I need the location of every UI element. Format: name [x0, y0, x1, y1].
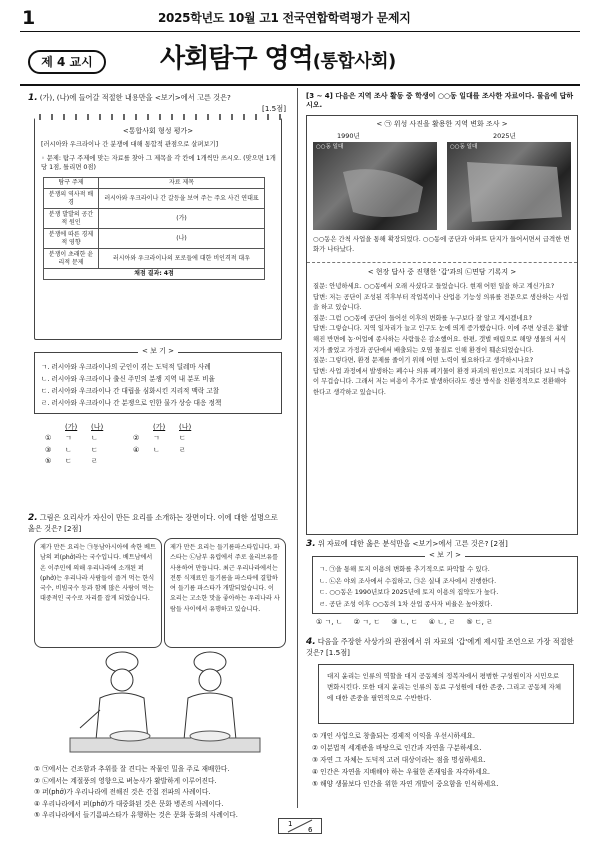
spiral-binding [35, 114, 281, 120]
chef-left [80, 652, 148, 740]
choice-item[interactable]: ⑤ 우리나라에서 들기름파스타가 유행하는 것은 문화 동화의 사례이다. [34, 811, 238, 820]
table-cell: 분쟁에 따른 경제적 영향 [44, 229, 99, 249]
bogi-item: ㄷ. ○○동은 1990년보다 2025년에 토지 이용의 집약도가 높다. [319, 588, 499, 596]
speech-bubble-right [164, 538, 286, 648]
bogi-item: ㄴ. 러시아와 우크라이나 출신 주민의 분쟁 지역 내 분포 비율 [41, 375, 215, 383]
choice-item[interactable]: ① 개인 사업으로 창출되는 경제적 이익을 우선시하세요. [312, 732, 475, 740]
choice-item[interactable]: ④ 인간은 자연을 지배해야 하는 우월한 존재임을 자각하세요. [312, 768, 491, 776]
year-label: 2025년 [493, 132, 516, 140]
coastline-2025 [447, 142, 571, 230]
table-cell: (나) [99, 229, 265, 249]
table-cell: 러시아와 우크라이나 간 갈등을 보여 주는 주요 사건 연대표 [99, 189, 265, 209]
bogi-item: ㄱ. 러시아와 우크라이나의 군인이 겪는 도덕적 딜레마 사례 [41, 363, 211, 371]
bogi-box [34, 347, 282, 414]
choice-head: (나) [91, 423, 104, 431]
interview-line: 질문: 그렇다면, 환경 문제를 줄이기 위해 어떤 노력이 필요하다고 생각하시나요? [313, 357, 534, 365]
bogi-list [319, 564, 573, 610]
quote-box [318, 664, 574, 724]
interview-line: 답변: 저는 공단이 조성된 직후부터 작업복이나 산업용 기능성 의류를 전문으로 생산하는 사업을 하고 있습니다. [313, 293, 569, 312]
interview-title: < 현장 답사 중 진행한 '갑'과의 ㉡면담 기록지 > [367, 268, 517, 276]
choice-item[interactable]: ④ 우리나라에서 퍼(phở)가 대중화된 것은 문화 병존의 사례이다. [34, 799, 224, 808]
page-indicator [278, 818, 322, 834]
satellite-photo-2025 [447, 142, 571, 230]
table-cell: 러시아와 우크라이나의 포로들에 대한 비인격적 대우 [99, 249, 265, 269]
speech-bubble-left [34, 538, 162, 648]
choice-row[interactable] [44, 433, 254, 444]
question-stem: 위 자료에 대한 옳은 분석만을 <보기>에서 고른 것은? [2점] [317, 539, 508, 548]
choice-item[interactable]: ③ 퍼(phở)가 우리나라에 전해진 것은 간접 전파의 사례이다. [34, 788, 211, 797]
question-1 [28, 92, 286, 114]
choice-row[interactable] [44, 445, 254, 456]
q4-choices [312, 730, 578, 790]
notebox-instruction: ◦ 문제: 탐구 주제에 맞는 자료를 찾아 그 제목을 각 칸에 1개씩만 쓰시오. (맞으면 1개당 1점, 틀리면 0점) [41, 155, 276, 171]
question-points: [1.5점] [262, 104, 286, 114]
bogi-item: ㄷ. 러시아와 우크라이나 간 대립을 심화시킨 지리적 맥락 고찰 [41, 387, 220, 395]
satellite-title: < ㉠ 위성 사진을 활용한 지역 변화 조사 > [376, 120, 508, 128]
choice-head: (가) [153, 423, 166, 431]
chef-illustration [60, 650, 270, 760]
table-header: 탐구 주제 [44, 178, 99, 189]
bubble-text: 제가 만든 요리는 들기름파스타입니다. 파스타는 ㉡남부 유럽에서 주로 올리브유를 사용하여 만듭니다. 최근 우리나라에서는 전통 식재료인 들기름을 파스타에 결합하여 들기름 파스타가 개발되었습니다. 이 요리는 고소한 맛을 좋아하는 우리나라 사람들 사이에서 유행하고 있습니다. [170, 544, 280, 613]
year-label: 1990년 [337, 132, 360, 140]
choice-cell: ㄱ [65, 434, 72, 443]
exam-title: 2025학년도 10월 고1 전국연합학력평가 문제지 [158, 11, 411, 25]
bogi-item: ㄱ. ㉠을 통해 토지 이용의 변화를 추기적으로 파악할 수 있다. [319, 565, 490, 573]
choice-cell: ㄷ [179, 434, 186, 443]
note-box [34, 118, 282, 340]
question-4 [306, 636, 578, 658]
subject-title [160, 42, 396, 77]
bogi-list [41, 361, 277, 409]
choice-marker[interactable]: ③ [45, 445, 52, 454]
photo-caption: ○○동은 간척 사업을 통해 확장되었다. ○○동에 공단과 아파트 단지가 들어서면서 급격한 변화가 나타났다. [313, 235, 570, 253]
question-stem: 그림은 요리사가 자신이 만든 요리를 소개하는 장면이다. 이에 대한 설명으로 옳은 것은? [2점] [28, 513, 278, 534]
notebox-title: <통합사회 형성 평가> [122, 127, 194, 135]
bubble-text: 제가 만든 요리는 ㉠동남아시아에 속한 베트남의 퍼(phở)라는 국수입니다. 베트남에서 온 이주민에 의해 우리나라에 소개된 퍼(phở)는 우리나라 사람들이 즐겨 먹는 한식 국수, 비빔국수 등과 함께 많은 사람이 먹는 대중적인 국수로 자리를 잡게 되었습니다. [40, 544, 156, 603]
header-rule [20, 31, 580, 32]
counter [70, 738, 260, 752]
question-3 [306, 538, 578, 550]
choice-cell: ㄷ [65, 457, 72, 466]
subject-name: 사회탐구 영역 [160, 44, 313, 74]
column-divider [297, 88, 298, 808]
question-2 [28, 512, 286, 534]
q34-intro: [3 ~ 4] 다음은 지역 조사 활동 중 학생이 ○○동 일대를 조사한 자료이다. 물음에 답하시오. [306, 92, 574, 110]
table-cell: 분쟁 발발의 공간적 원인 [44, 209, 99, 229]
table-cell: 분쟁이 초래한 윤리적 문제 [44, 249, 99, 269]
choice-item[interactable]: ③ 자연 그 자체는 도덕적 고려 대상이라는 점을 명심하세요. [312, 756, 486, 764]
choice-marker[interactable]: ⑤ [45, 457, 52, 466]
question-number: 4. [306, 637, 316, 647]
question-number: 2. [28, 513, 38, 523]
photo-label: ○○동 일대 [450, 144, 478, 150]
choice-cell: ㄴ [153, 445, 160, 454]
satellite-photo-1990 [313, 142, 437, 230]
choice-item[interactable]: ② 이분법적 세계관을 바탕으로 인간과 자연을 구분하세요. [312, 744, 482, 752]
choice-cell: ㄹ [179, 445, 186, 454]
choice-head: (가) [65, 423, 78, 431]
table-header: 자료 제목 [99, 178, 265, 189]
quote-text: 대지 윤리는 인류의 역할을 대지 공동체의 정복자에서 평범한 구성원이자 시민으로 변화시킨다. 또한 대지 윤리는 인류의 동료 구성원에 대한 존중, 그리고 공동체 자체에 대한 존중을 필연적으로 수반한다. [327, 672, 562, 702]
choice-cell: ㄹ [91, 457, 98, 466]
choice-item[interactable]: ⑤ 해양 생물보다 인간을 위한 자연 개발이 중요함을 인식하세요. [312, 780, 499, 788]
choice-marker[interactable]: ② [133, 434, 140, 443]
question-number: 1. [28, 93, 38, 103]
score-cell: 채점 결과: 4점 [44, 269, 265, 280]
interview-log [313, 282, 571, 399]
choice-row[interactable] [44, 456, 254, 467]
bogi-item: ㄹ. 러시아와 우크라이나 간 분쟁으로 인한 물가 상승 대응 정책 [41, 399, 222, 407]
section-divider [307, 262, 577, 263]
question-stem: (가), (나)에 들어갈 적절한 내용만을 <보기>에서 고른 것은? [39, 93, 231, 102]
question-stem: 다음을 주장한 사상가의 관점에서 위 자료의 '갑'에게 제시할 조언으로 가장 적절한 것은? [1.5점] [306, 637, 574, 658]
page-number: 1 [22, 7, 36, 29]
notebox-topic: [러시아와 우크라이나 간 분쟁에 대해 통합적 관점으로 살펴보기] [41, 141, 219, 148]
interview-line: 답변: 사업 과정에서 발생하는 폐수나 의류 폐기물이 환경 파괴의 원인으로 지적되다 보니 마음이 무겁습니다. 그래서 저는 비용이 추가로 발생하더라도 생산 방식을 친환경적으로 전환해야 한다고 생각하고 있습니다. [313, 367, 571, 396]
survey-box [306, 115, 578, 535]
choice-cell: ㄱ [153, 434, 160, 443]
chef-right [184, 652, 236, 740]
choice-cell: ㄴ [91, 434, 98, 443]
page-current: 1 [288, 820, 293, 828]
q3-choices[interactable]: ① ㄱ, ㄴ ② ㄱ, ㄷ ③ ㄴ, ㄷ ④ ㄴ, ㄹ ⑤ ㄷ, ㄹ [316, 618, 493, 626]
choice-cell: ㄴ [65, 445, 72, 454]
page-total: 6 [308, 826, 313, 834]
subject-paren: (통합사회) [312, 51, 396, 72]
interview-line: 질문: 안녕하세요. ○○동에서 오래 사셨다고 들었습니다. 현재 어떤 일을 하고 계신가요? [313, 283, 555, 290]
plate [190, 731, 230, 741]
bogi-item: ㄹ. 공단 조성 이후 ○○동의 1차 산업 종사자 비율은 높아졌다. [319, 599, 493, 608]
choice-item[interactable]: ② ㉡에서는 계절풍의 영향으로 벼농사가 활발하게 이루어진다. [34, 776, 217, 785]
bogi-label: < 보 기 > [425, 551, 465, 559]
choice-head: (나) [179, 423, 192, 431]
inquiry-table [43, 177, 265, 280]
q1-choices [44, 422, 254, 468]
table-cell: (가) [99, 209, 265, 229]
choice-cell: ㄷ [91, 445, 98, 454]
coastline-1990 [313, 142, 437, 230]
q2-choices [34, 764, 294, 822]
interview-line: 답변: 그렇습니다. 지역 일자리가 늘고 인구도 눈에 띄게 증가했습니다. 이에 주변 상권은 활발해진 반면에 농·어업에 종사하는 사람들은 감소했어요. 한편, 갯벌 매립으로 해양 생물의 서식지가 줄었고 가정과 공단에서 배출되는 오염 물질로 인해 환경이 훼손되었습니다. [313, 325, 569, 354]
question-number: 3. [306, 539, 316, 549]
bogi-label: < 보 기 > [138, 347, 178, 355]
interview-line: 질문: 그럼 ○○동에 공단이 들어선 이후의 변화를 누구보다 잘 알고 계시겠네요? [313, 314, 532, 322]
header-rule-thick [20, 84, 580, 86]
choice-marker[interactable]: ① [45, 434, 52, 443]
period-badge: 제 4 교시 [28, 50, 106, 74]
photo-label: ○○동 일대 [316, 144, 344, 150]
choice-item[interactable]: ① ㉠에서는 건조함과 추위를 잘 견디는 작물인 밀을 주로 재배한다. [34, 765, 230, 773]
bogi-item: ㄴ. ㉡은 야외 조사에서 수집하고, ㉠은 실내 조사에서 진행한다. [319, 576, 497, 585]
choice-marker[interactable]: ④ [133, 445, 140, 454]
bowl [110, 731, 150, 741]
table-cell: 분쟁의 역사적 배경 [44, 189, 99, 209]
bogi-box [312, 551, 578, 614]
